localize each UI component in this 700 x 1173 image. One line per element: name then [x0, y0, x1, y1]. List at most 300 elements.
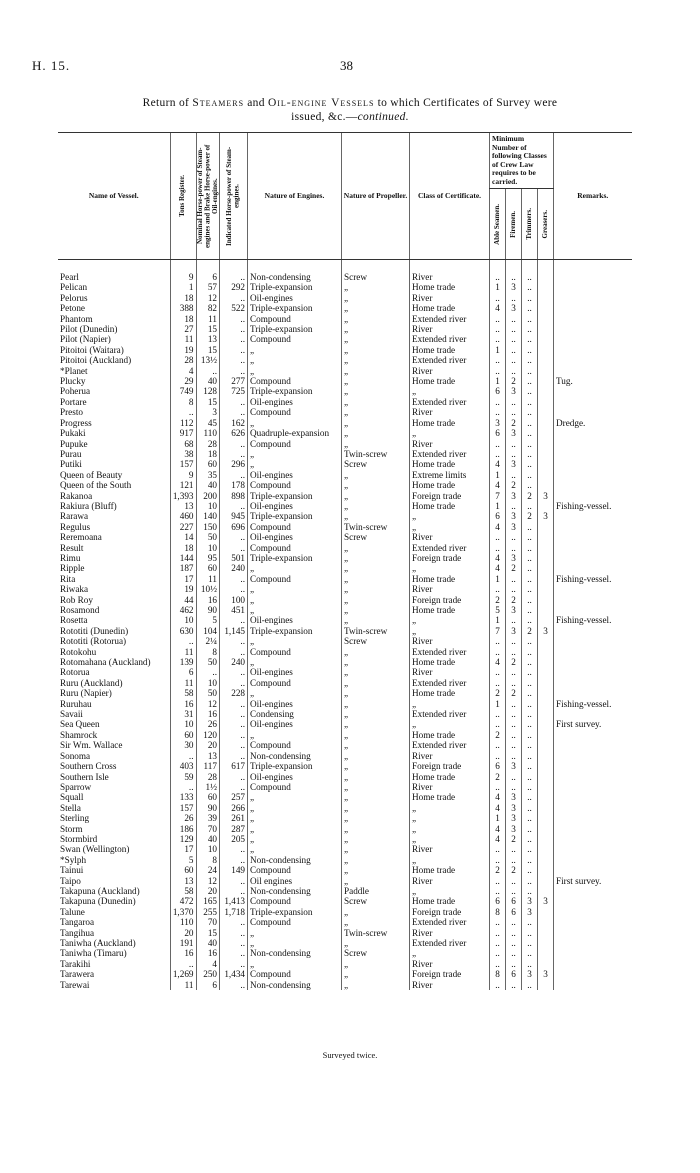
table-cell: ..	[522, 314, 538, 324]
table-cell: 7	[490, 626, 506, 636]
table-cell: Home trade	[410, 303, 490, 313]
table-cell	[554, 428, 632, 438]
table-cell: ..	[522, 532, 538, 542]
table-cell: Non-condensing	[248, 948, 342, 958]
table-cell: 20	[196, 886, 220, 896]
table-cell	[554, 647, 632, 657]
table-cell: ..	[522, 886, 538, 896]
table-cell: „	[342, 282, 410, 292]
table-cell: 31	[170, 709, 196, 719]
table-cell: ..	[522, 282, 538, 292]
table-cell: „	[342, 959, 410, 969]
table-cell: 28	[196, 439, 220, 449]
table-cell: 60	[196, 792, 220, 802]
table-cell	[538, 688, 554, 698]
table-cell: 2	[506, 657, 522, 667]
table-cell	[554, 969, 632, 979]
table-cell: 2	[490, 772, 506, 782]
table-cell: 60	[170, 865, 196, 875]
table-row	[58, 605, 632, 615]
table-row	[58, 813, 632, 823]
table-cell: ..	[522, 459, 538, 469]
table-cell	[538, 282, 554, 292]
table-cell: River	[410, 324, 490, 334]
table-cell: 39	[196, 813, 220, 823]
table-cell: ..	[220, 886, 248, 896]
table-cell: „	[342, 969, 410, 979]
table-cell: River	[410, 959, 490, 969]
table-cell: ..	[220, 844, 248, 854]
table-cell: ..	[522, 386, 538, 396]
table-cell: „	[410, 626, 490, 636]
table-cell: 10	[170, 615, 196, 625]
table-cell	[554, 813, 632, 823]
table-cell: 90	[196, 803, 220, 813]
table-cell	[538, 397, 554, 407]
table-cell: „	[410, 855, 490, 865]
table-cell: Non-condensing	[248, 980, 342, 990]
table-cell: „	[410, 886, 490, 896]
table-cell: 11	[170, 334, 196, 344]
table-cell: Poherua	[60, 386, 91, 397]
table-cell: „	[248, 605, 342, 615]
table-cell: *Planet	[60, 365, 88, 376]
table-cell: Compound	[248, 574, 342, 584]
table-cell: 3	[506, 553, 522, 563]
table-cell: 139	[170, 657, 196, 667]
table-cell: „	[342, 803, 410, 813]
table-cell: Twin-screw	[342, 928, 410, 938]
table-cell: ..	[490, 782, 506, 792]
table-cell	[538, 345, 554, 355]
table-cell: ..	[522, 418, 538, 428]
table-cell: ..	[220, 772, 248, 782]
table-cell: 18	[170, 543, 196, 553]
table-cell	[538, 595, 554, 605]
table-cell: 4	[490, 522, 506, 532]
table-cell: ..	[490, 260, 506, 283]
table-cell: „	[342, 657, 410, 667]
table-row	[58, 699, 632, 709]
table-cell: „	[342, 688, 410, 698]
table-cell: 13	[170, 501, 196, 511]
table-cell: 129	[170, 834, 196, 844]
table-cell: ..	[220, 636, 248, 646]
table-cell: ..	[220, 543, 248, 553]
table-cell: ..	[522, 751, 538, 761]
table-cell: Pilot (Napier)	[60, 334, 111, 345]
table-cell: 6	[490, 511, 506, 521]
table-cell: ..	[506, 293, 522, 303]
table-cell: 462	[170, 605, 196, 615]
table-cell: „	[410, 824, 490, 834]
table-cell: 945	[220, 511, 248, 521]
table-cell: Storm	[60, 823, 83, 834]
table-row	[58, 407, 632, 417]
table-cell: 460	[170, 511, 196, 521]
table-cell: 117	[196, 761, 220, 771]
table-cell: 1,145	[220, 626, 248, 636]
table-row	[58, 491, 632, 501]
table-cell: 261	[220, 813, 248, 823]
table-cell: 17	[170, 574, 196, 584]
table-cell: 9	[170, 260, 196, 283]
table-cell	[554, 709, 632, 719]
table-cell: Screw	[342, 948, 410, 958]
table-cell: ..	[506, 855, 522, 865]
table-cell: 3	[506, 803, 522, 813]
table-cell: 296	[220, 459, 248, 469]
table-row	[58, 907, 632, 917]
table-cell	[538, 355, 554, 365]
table-cell: 749	[170, 386, 196, 396]
table-cell: „	[342, 834, 410, 844]
table-cell: 6	[490, 896, 506, 906]
table-cell: ..	[522, 740, 538, 750]
table-cell: ..	[522, 595, 538, 605]
table-cell: „	[342, 844, 410, 854]
table-cell: „	[342, 667, 410, 677]
table-cell: Triple-expansion	[248, 907, 342, 917]
table-cell: 15	[196, 928, 220, 938]
table-cell	[554, 678, 632, 688]
table-cell: River	[410, 636, 490, 646]
table-cell: ..	[522, 449, 538, 459]
table-cell: ..	[506, 751, 522, 761]
table-cell	[554, 886, 632, 896]
table-cell: 187	[170, 563, 196, 573]
table-cell: ..	[506, 782, 522, 792]
table-cell	[538, 667, 554, 677]
table-cell: ..	[490, 584, 506, 594]
table-cell: 70	[196, 917, 220, 927]
table-cell: Screw	[342, 459, 410, 469]
table-cell: ..	[506, 366, 522, 376]
table-cell: 157	[170, 459, 196, 469]
table-cell: Triple-expansion	[248, 553, 342, 563]
table-cell: Rotorua	[60, 667, 90, 678]
table-row	[58, 397, 632, 407]
table-cell	[554, 938, 632, 948]
table-cell: ..	[490, 876, 506, 886]
table-cell: ..	[220, 948, 248, 958]
table-cell: 1,269	[170, 969, 196, 979]
table-cell: Result	[60, 542, 84, 553]
table-cell: ..	[506, 959, 522, 969]
table-cell: Fishing-vessel.	[554, 699, 632, 709]
table-cell: ..	[522, 397, 538, 407]
table-cell: Taipo	[60, 875, 81, 886]
table-cell: Non-condensing	[248, 886, 342, 896]
table-cell: Oil-engines	[248, 719, 342, 729]
table-cell: „	[248, 844, 342, 854]
col-header-firemen: Firemen.	[506, 189, 522, 260]
table-cell	[538, 657, 554, 667]
table-row	[58, 470, 632, 480]
table-cell	[554, 980, 632, 990]
table-cell: ..	[522, 407, 538, 417]
table-cell	[538, 532, 554, 542]
table-cell: River	[410, 751, 490, 761]
table-cell: „	[342, 334, 410, 344]
table-cell: 13	[196, 751, 220, 761]
table-cell	[554, 345, 632, 355]
table-cell: ..	[506, 532, 522, 542]
col-header-able: Able Seamen.	[490, 189, 506, 260]
table-cell: 3	[506, 824, 522, 834]
table-cell: 40	[196, 376, 220, 386]
table-cell: River	[410, 366, 490, 376]
table-cell: „	[248, 595, 342, 605]
table-cell: 16	[196, 595, 220, 605]
table-cell: 2	[506, 418, 522, 428]
table-cell: Oil-engines	[248, 293, 342, 303]
table-cell: 17	[170, 844, 196, 854]
table-cell: 19	[170, 345, 196, 355]
table-cell: Rosamond	[60, 605, 100, 615]
table-cell: 1	[490, 282, 506, 292]
table-cell: Tarewai	[60, 979, 90, 990]
table-cell: 917	[170, 428, 196, 438]
table-cell: „	[342, 709, 410, 719]
table-cell: ..	[522, 574, 538, 584]
table-cell: Home trade	[410, 418, 490, 428]
table-cell: ..	[220, 855, 248, 865]
table-cell: 3	[538, 491, 554, 501]
table-cell	[554, 803, 632, 813]
table-cell: Triple-expansion	[248, 324, 342, 334]
table-cell: ..	[220, 324, 248, 334]
table-cell	[538, 699, 554, 709]
table-cell: ..	[522, 709, 538, 719]
table-cell: Tangihua	[60, 927, 95, 938]
table-row	[58, 980, 632, 990]
table-cell: 5	[170, 855, 196, 865]
table-cell: 8	[490, 969, 506, 979]
table-cell: ..	[220, 699, 248, 709]
table-row	[58, 938, 632, 948]
table-cell: 16	[170, 948, 196, 958]
table-cell: 11	[196, 574, 220, 584]
table-cell: Compound	[248, 407, 342, 417]
table-cell: Compound	[248, 334, 342, 344]
table-cell: ..	[522, 647, 538, 657]
table-cell: Foreign trade	[410, 907, 490, 917]
table-cell: 4	[490, 824, 506, 834]
table-cell	[538, 386, 554, 396]
table-cell: Oil-engines	[248, 501, 342, 511]
table-cell: 110	[196, 428, 220, 438]
table-cell: Fishing-vessel.	[554, 615, 632, 625]
table-cell: „	[342, 824, 410, 834]
table-cell: ..	[490, 334, 506, 344]
table-cell	[538, 418, 554, 428]
table-cell: Pilot (Dunedin)	[60, 324, 118, 335]
table-cell: 8	[490, 907, 506, 917]
col-header-name: Name of Vessel.	[58, 133, 170, 260]
table-cell: Home trade	[410, 345, 490, 355]
table-cell: Putiki	[60, 459, 82, 470]
table-row	[58, 439, 632, 449]
table-row	[58, 511, 632, 521]
table-cell	[554, 314, 632, 324]
table-cell: 18	[196, 449, 220, 459]
table-cell: 11	[170, 980, 196, 990]
table-cell: ..	[522, 303, 538, 313]
table-cell: Extended river	[410, 314, 490, 324]
table-cell: 30	[170, 740, 196, 750]
table-cell: ..	[506, 543, 522, 553]
table-cell	[554, 260, 632, 283]
table-row	[58, 948, 632, 958]
table-cell: ..	[506, 886, 522, 896]
table-cell: Pukaki	[60, 428, 86, 439]
table-cell: „	[342, 595, 410, 605]
table-cell: 14	[170, 532, 196, 542]
table-cell	[538, 803, 554, 813]
table-cell: River	[410, 844, 490, 854]
table-cell: „	[342, 439, 410, 449]
table-cell	[538, 636, 554, 646]
table-row	[58, 303, 632, 313]
table-cell: 1	[490, 813, 506, 823]
table-cell: ..	[490, 667, 506, 677]
table-cell	[538, 719, 554, 729]
table-cell: ..	[522, 345, 538, 355]
table-cell: 3	[506, 761, 522, 771]
table-cell: „	[342, 772, 410, 782]
table-cell: 2	[506, 480, 522, 490]
table-row	[58, 595, 632, 605]
table-cell	[538, 449, 554, 459]
table-cell: ..	[220, 532, 248, 542]
table-cell: 626	[220, 428, 248, 438]
table-cell	[538, 730, 554, 740]
table-cell: 1,370	[170, 907, 196, 917]
table-cell: ..	[490, 397, 506, 407]
table-cell: Extended river	[410, 355, 490, 365]
table-cell	[554, 636, 632, 646]
table-cell: Triple-expansion	[248, 626, 342, 636]
table-cell: Oil-engines	[248, 470, 342, 480]
table-cell: Triple-expansion	[248, 386, 342, 396]
table-cell: ..	[506, 260, 522, 283]
table-cell: ..	[522, 428, 538, 438]
table-cell: ..	[490, 886, 506, 896]
table-cell: ..	[506, 699, 522, 709]
table-cell	[554, 366, 632, 376]
table-cell: Queen of the South	[60, 480, 132, 491]
table-cell: ..	[490, 636, 506, 646]
table-cell: ..	[522, 876, 538, 886]
table-cell: 104	[196, 626, 220, 636]
table-cell	[554, 782, 632, 792]
table-cell	[538, 844, 554, 854]
table-cell: Home trade	[410, 605, 490, 615]
table-cell: Taniwha (Auckland)	[60, 938, 136, 948]
table-cell: ..	[522, 563, 538, 573]
table-cell: ..	[220, 334, 248, 344]
table-cell: 16	[196, 948, 220, 958]
table-cell: 3	[506, 386, 522, 396]
table-cell: „	[342, 303, 410, 313]
table-cell: ..	[506, 439, 522, 449]
table-cell: Ruruhau	[60, 698, 92, 709]
table-cell: „	[410, 948, 490, 958]
table-cell: 227	[170, 522, 196, 532]
table-cell: 6	[490, 761, 506, 771]
table-cell: „	[248, 449, 342, 459]
table-row	[58, 459, 632, 469]
table-cell: ..	[220, 293, 248, 303]
table-cell: ..	[522, 657, 538, 667]
table-row	[58, 334, 632, 344]
table-cell: 90	[196, 605, 220, 615]
table-cell: 44	[170, 595, 196, 605]
table-cell: 6	[506, 969, 522, 979]
table-cell	[554, 688, 632, 698]
table-cell: 1,434	[220, 969, 248, 979]
table-cell: ..	[506, 844, 522, 854]
table-cell: 162	[220, 418, 248, 428]
table-cell: „	[342, 730, 410, 740]
col-header-nominal: Nominal Horse-power of Steam-engines and Brake Horse-power of Oil-engines.	[196, 133, 220, 260]
table-cell: ..	[506, 449, 522, 459]
table-cell: Foreign trade	[410, 595, 490, 605]
table-cell: 2¼	[196, 636, 220, 646]
table-cell: ..	[506, 719, 522, 729]
table-cell	[554, 917, 632, 927]
table-cell: 4	[490, 803, 506, 813]
table-cell: 178	[220, 480, 248, 490]
table-cell: 3	[522, 969, 538, 979]
table-cell: „	[342, 751, 410, 761]
table-cell: 2	[522, 491, 538, 501]
table-cell: ..	[220, 397, 248, 407]
table-cell: Compound	[248, 678, 342, 688]
table-cell: Rita	[60, 573, 76, 584]
table-cell: ..	[506, 917, 522, 927]
table-cell	[538, 366, 554, 376]
table-cell: 58	[170, 688, 196, 698]
table-cell: Tarawera	[60, 969, 95, 980]
table-cell	[554, 522, 632, 532]
table-cell: Screw	[342, 532, 410, 542]
table-cell: ..	[506, 647, 522, 657]
table-cell: ..	[506, 876, 522, 886]
table-row	[58, 719, 632, 729]
table-cell: „	[410, 386, 490, 396]
table-cell: 3	[506, 282, 522, 292]
table-row	[58, 772, 632, 782]
table-cell: „	[410, 428, 490, 438]
table-cell: ..	[522, 772, 538, 782]
table-cell: 40	[196, 938, 220, 948]
table-cell: ..	[490, 366, 506, 376]
table-cell: „	[248, 792, 342, 802]
table-cell: ..	[506, 980, 522, 990]
table-cell: Triple-expansion	[248, 511, 342, 521]
table-cell: 38	[170, 449, 196, 459]
table-cell: Tarakihi	[60, 958, 91, 969]
table-cell: 2	[506, 865, 522, 875]
table-cell: 1½	[196, 782, 220, 792]
table-cell	[554, 449, 632, 459]
table-row	[58, 761, 632, 771]
col-header-certificate: Class of Certificate.	[410, 133, 490, 260]
table-cell: ..	[490, 647, 506, 657]
table-cell: ..	[506, 730, 522, 740]
